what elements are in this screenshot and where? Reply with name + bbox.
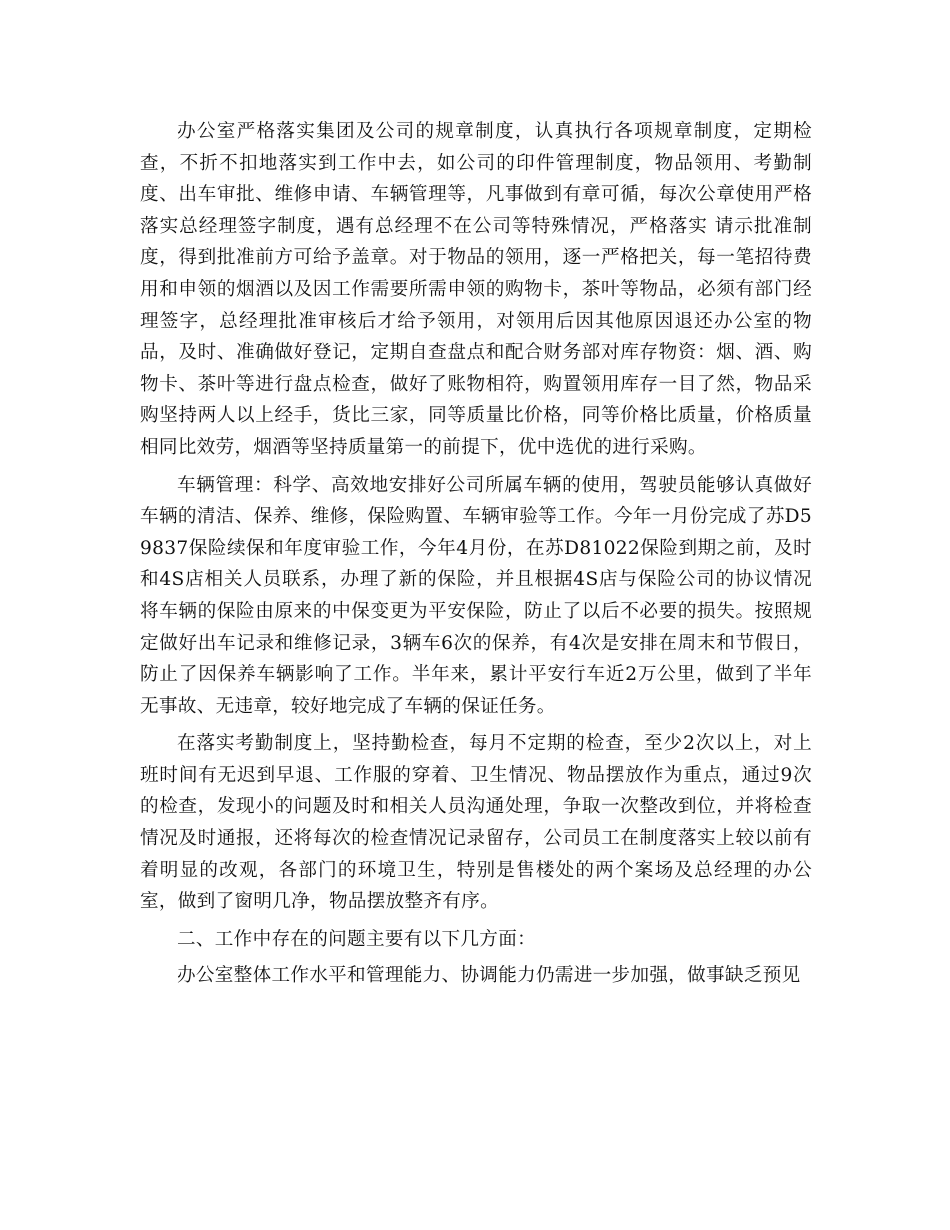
paragraph-vehicle-management: 车辆管理：科学、高效地安排好公司所属车辆的使用，驾驶员能够认真做好车辆的清洁、保养、维修，保险购置、车辆审验等工作。今年一月份完成了苏D59837保险续保和年度审验工作，今年4月份，在苏D81022保险到期之前，及时和4S店相关人员联系，办理了新的保险，并且根据4S店与保险公司的协议情况将车辆的保险由原来的中保变更为平安保险，防止了以后不必要的损失。按照规定做好出车记录和维修记录，3辆车6次的保养，有4次是安排在周末和节假日，防止了因保养车辆影响了工作。半年来，累计平安行车近2万公里，做到了半年无事故、无违章，较好地完成了车辆的保证任务。 [140,474,812,717]
paragraph-office-rules: 办公室严格落实集团及公司的规章制度，认真执行各项规章制度，定期检查，不折不扣地落实到工作中去，如公司的印件管理制度，物品领用、考勤制度、出车审批、维修申请、车辆管理等，凡事做到有章可循，每次公章使用严格落实总经理签字制度，遇有总经理不在公司等特殊情况，严格落实 请示批准制度，得到批准前方可给予盖章。对于物品的领用，逐一严格把关，每一笔招待费用和申领的烟酒以及因工作需要所需申领的购物卡，茶叶等物品，必须有部门经理签字，总经理批准审核后才给予领用，对领用后因其他原因退还办公室的物品，及时、准确做好登记，定期自查盘点和配合财务部对库存物资：烟、酒、购物卡、茶叶等进行盘点检查，做好了账物相符，购置领用库存一目了然，物品采购坚持两人以上经手，货比三家，同等质量比价格，同等价格比质量，价格质量相同比效劳，烟酒等坚持质量第一的前提下，优中选优的进行采购。 [140,121,812,458]
paragraph-attendance: 在落实考勤制度上，坚持勤检查，每月不定期的检查，至少2次以上，对上班时间有无迟到早退、工作服的穿着、卫生情况、物品摆放作为重点，通过9次的检查，发现小的问题及时和相关人员沟通处理，争取一次整改到位，并将检查情况及时通报，还将每次的检查情况记录留存，公司员工在制度落实上较以前有着明显的改观，各部门的环境卫生，特别是售楼处的两个案场及总经理的办公室，做到了窗明几净，物品摆放整齐有序。 [140,733,812,913]
section-heading-problems: 二、工作中存在的问题主要有以下几方面： [177,928,536,950]
document-page [140,116,812,998]
paragraph-problems: 办公室整体工作水平和管理能力、协调能力仍需进一步加强，做事缺乏预见 [177,965,801,987]
